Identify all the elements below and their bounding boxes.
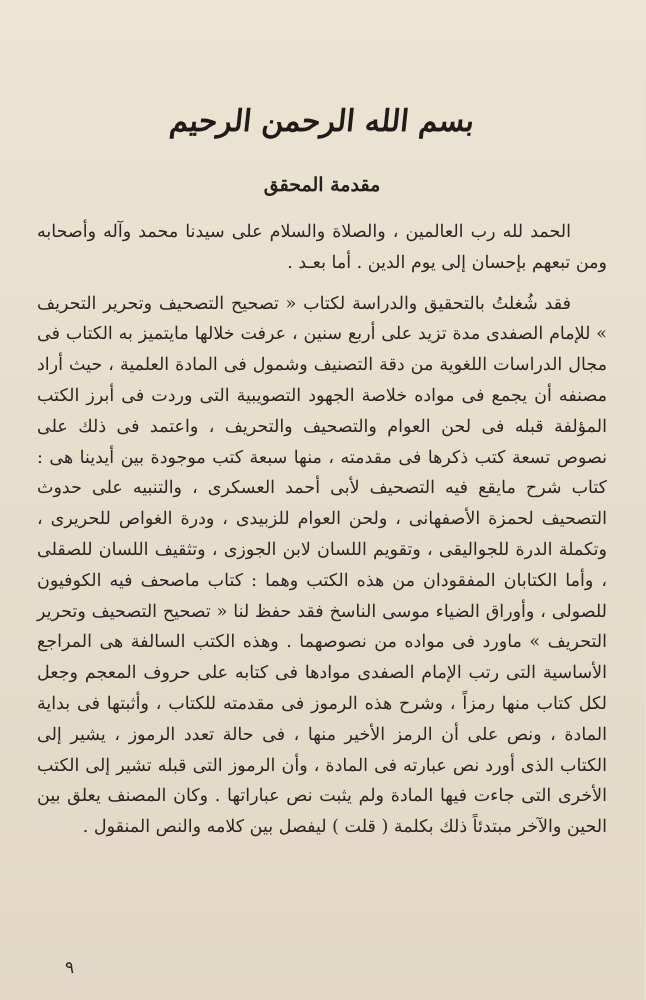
paragraph-1: الحمد لله رب العالمين ، والصلاة والسلام على سيدنا محمد وآله وأصحابه ومن تبعهم بإحسان إلى يوم الدين . أما بعـد .: [38, 222, 608, 273]
page-title: مقدمة المحقق: [264, 174, 382, 196]
page-number: ٩: [66, 958, 76, 978]
basmala-calligraphy: بسم الله الرحمن الرحيم: [169, 104, 478, 139]
body-text: [38, 217, 608, 843]
paragraph-2: فقد شُغلتُ بالتحقيق والدراسة لكتاب « تصحيح التصحيف وتحرير التحريف » للإمام الصفدى مدة تزيد على أربع سنين ، عرفت خلالها مايتميز به الكتاب فى مجال الدراسات اللغوية من دقة التصنيف وشمول فى المادة العلمية ، حيث أراد مصنفه أن يجمع فى مواده خلاصة الجهود التصويبية التى وردت فى أبرز الكتب المؤلفة قبله فى لحن العوام والتصحيف والتحريف ، واعتمد فى ذلك على نصوص تسعة كتب ذكرها فى مقدمته ، منها سبعة كتب موجودة بين أيدينا هى : كتاب شرح مايقع فيه التصحيف لأبى أحمد العسكرى ، والتنبيه على حدوث التصحيف لحمزة الأصفهانى ، ولحن العوام للزبيدى ، ودرة الغواص للحريرى ، وتكملة الدرة للجواليقى ، وتقويم اللسان لابن الجوزى ، وتثقيف اللسان للصقلى ، وأما الكتابان المفقودان من هذه الكتب وهما : كتاب ماصحف فيه الكوفيون للصولى ، وأوراق الضياء موسى الناسخ فقد حفظ لنا « تصحيح التصحيف وتحرير التحريف » ماورد فى مواده من نصوصهما . وهذه الكتب السالفة هى المراجع الأساسية التى رتب الإمام الصفدى موادها فى كتابه على حروف المعجم وجعل لكل كتاب منها رمزاً ، وشرح هذه الرموز فى مقدمته للكتاب ، وأثبتها فى بداية المادة ، ونص على أن الرمز الأخير منها ، فى حالة تعدد الرموز ، يشير إلى الكتاب الذى أورد نص عبارته فى المادة ، وأن الرموز التى قبله تشير إلى الكتب الأخرى التى جاءت فيها المادة ولم يثبت نص عباراتها . وكان المصنف يعلق بين الحين والآخر مبتدئاً ذلك بكلمة ( قلت ) ليفصل بين كلامه والنص المنقول .: [38, 293, 608, 838]
